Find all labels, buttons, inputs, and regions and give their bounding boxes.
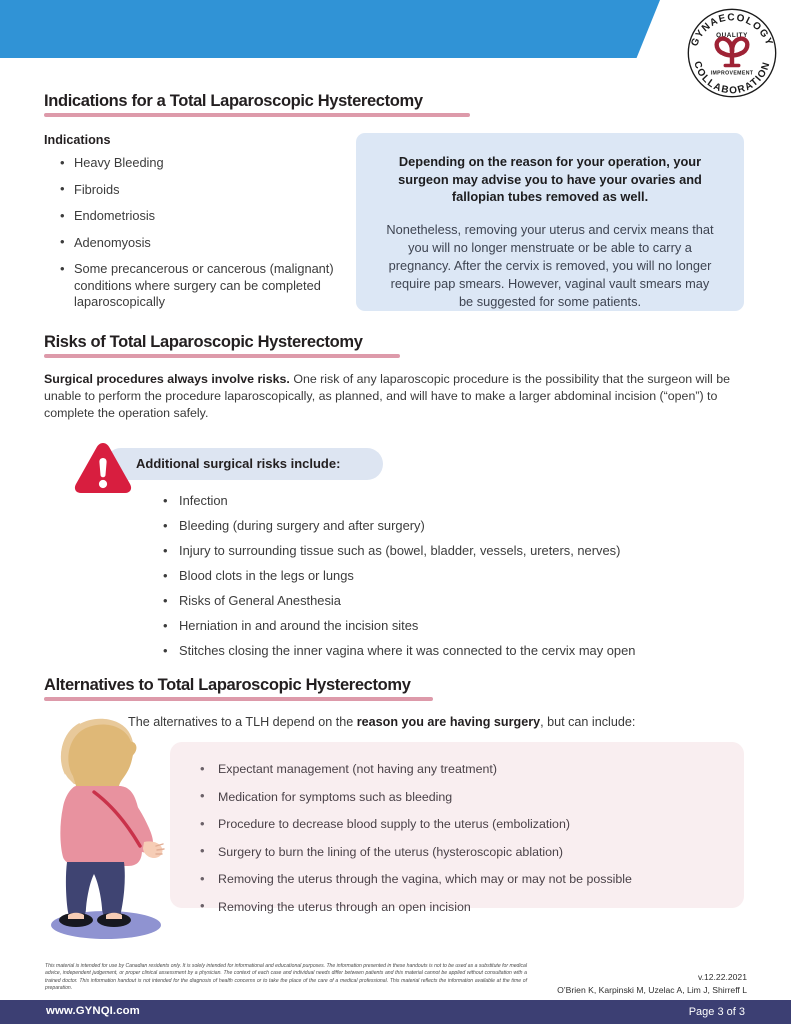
list-item: • Some precancerous or cancerous (malignant) conditions where surgery can be completed laparoscopically [58, 261, 348, 311]
list-item: • Procedure to decrease blood supply to the uterus (embolization) [194, 816, 734, 833]
alternatives-heading: Alternatives to Total Laparoscopic Hysterectomy [44, 676, 411, 694]
list-item: • Expectant management (not having any treatment) [194, 761, 734, 778]
alternatives-list [194, 761, 734, 926]
footer-bar [0, 1000, 791, 1024]
indications-heading: Indications for a Total Laparoscopic Hysterectomy [44, 92, 423, 110]
indications-heading-rule [44, 113, 470, 117]
svg-text:COLLABORATION: COLLABORATION [691, 59, 773, 97]
alternatives-intro-bold: reason you are having surgery [356, 715, 541, 729]
additional-risks-label: Additional surgical risks include: [136, 456, 341, 471]
indications-callout-box [356, 133, 744, 311]
list-item: • Surgery to burn the lining of the uterus (hysteroscopic ablation) [194, 844, 734, 861]
gynqi-logo [684, 5, 780, 101]
version-label: v.12.22.2021 [697, 972, 747, 982]
authors-label: O’Brien K, Karpinski M, Uzelac A, Lim J, Shirreff L [557, 985, 747, 995]
list-item: • Risks of General Anesthesia [163, 593, 743, 610]
svg-text:IMPROVEMENT: IMPROVEMENT [710, 70, 754, 77]
list-item: • Injury to surrounding tissue such as (bowel, bladder, vessels, ureters, nerves) [163, 543, 743, 560]
callout-body-text: Nonetheless, removing your uterus and cervix means that you will no longer menstruate or be able to carry a pregnancy. After the cervix is removed, you will no longer require pap smears. However, vaginal vault smears may be suggested for some patients. [386, 221, 714, 309]
indications-list [58, 155, 348, 321]
list-item: • Removing the uterus through an open incision [194, 899, 734, 916]
risks-heading: Risks of Total Laparoscopic Hysterectomy [44, 333, 363, 351]
risks-intro-rest: One risk of any laparoscopic procedure is the possibility that the surgeon will be unable to perform the procedure laparoscopically, as planned, and will have to make a larger abdominal incision (“open”) to complete the operation safely. [44, 372, 730, 420]
header-band [0, 0, 791, 58]
website-link[interactable]: www.GYNQI.com [46, 1005, 140, 1017]
risks-heading-rule [44, 354, 400, 358]
callout-bold-text: Depending on the reason for your operation, your surgeon may advise you to have your ovaries and fallopian tubes removed as well. [398, 154, 702, 204]
list-item: • Infection [163, 493, 743, 510]
alternatives-intro-paragraph [128, 714, 758, 731]
list-item: • Bleeding (during surgery and after surgery) [163, 518, 743, 535]
indications-sub-label: Indications [44, 133, 111, 147]
alternatives-intro-before: The alternatives to a TLH depend on the [128, 715, 357, 729]
warning-triangle-icon [72, 440, 134, 496]
standing-woman-illustration [44, 712, 176, 944]
list-item: • Blood clots in the legs or lungs [163, 568, 743, 585]
list-item: • Fibroids [58, 182, 348, 199]
list-item: • Heavy Bleeding [58, 155, 348, 172]
page-number: Page 3 of 3 [688, 1005, 745, 1018]
risks-list [163, 493, 743, 668]
list-item: • Endometriosis [58, 208, 348, 225]
list-item: • Herniation in and around the incision sites [163, 618, 743, 635]
list-item: • Adenomyosis [58, 235, 348, 252]
alternatives-intro-after: , but can include: [540, 715, 636, 729]
list-item: • Stitches closing the inner vagina where it was connected to the cervix may open [163, 643, 743, 660]
list-item: • Removing the uterus through the vagina, which may or may not be possible [194, 871, 734, 888]
risks-intro-paragraph [44, 371, 746, 422]
svg-text:QUALITY: QUALITY [716, 32, 748, 40]
risks-intro-bold: Surgical procedures always involve risks. [44, 372, 290, 386]
alternatives-heading-rule [44, 697, 433, 701]
svg-text:GYNAECOLOGY: GYNAECOLOGY [689, 12, 775, 49]
list-item: • Medication for symptoms such as bleeding [194, 789, 734, 806]
legal-disclaimer: This material is intended for use by Canadian residents only. It is solely intended for informational and educational purposes. The information presented in these handouts is not to be used as a substitute for medical advice, independent judgement, or proper clinical assessment by a physician. The context of each case and individual needs differ between patients and this material cannot be applied without consultation with a trained doctor. This information handout is not intended for the diagnosis of health concerns or to take the place of the care of a medical professional. This material reflects the information available at the time of preparation. [45, 963, 527, 991]
